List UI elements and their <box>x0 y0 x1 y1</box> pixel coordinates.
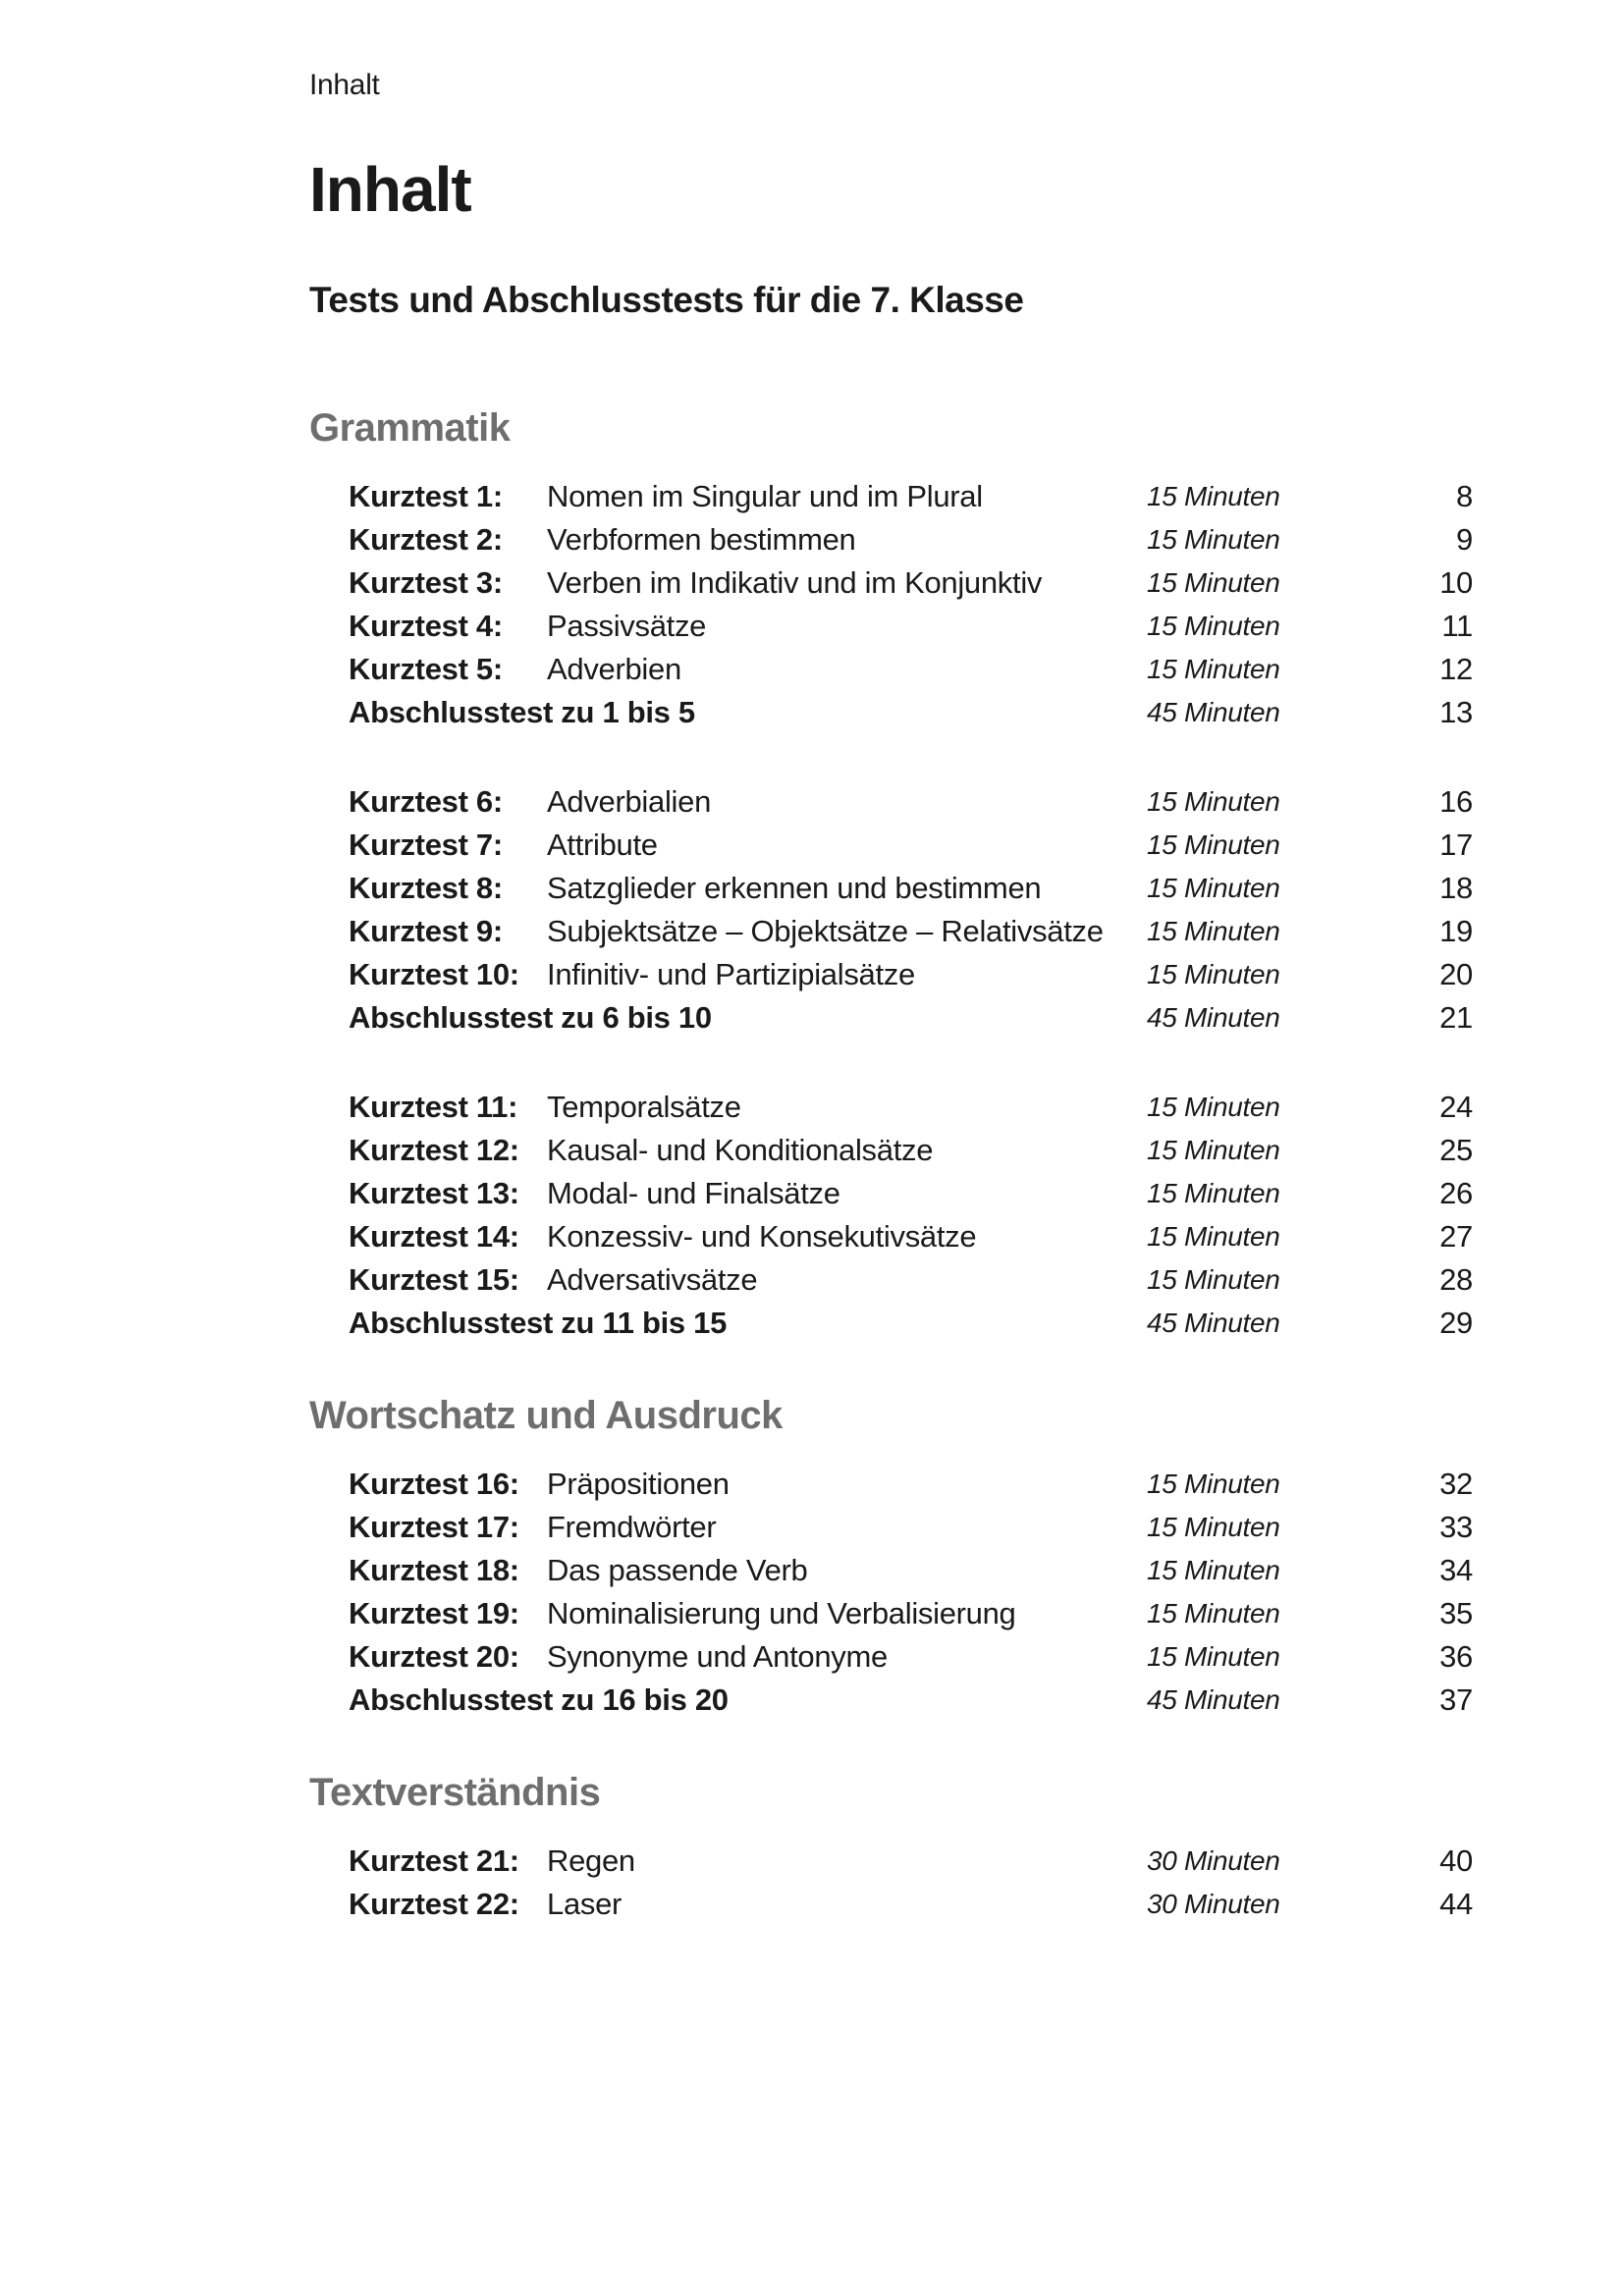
row-label: Abschlusstest zu 1 bis 5 <box>349 695 695 729</box>
row-duration: 15 Minuten <box>1147 829 1280 860</box>
row-duration: 15 Minuten <box>1147 1468 1280 1499</box>
row-page: 13 <box>1439 695 1473 729</box>
row-label: Kurztest 7: <box>349 828 503 862</box>
row-page: 11 <box>1441 609 1473 643</box>
row-title: Subjektsätze – Objektsätze – Relativsätze <box>547 914 1104 948</box>
row-label: Kurztest 4: <box>349 609 503 643</box>
toc-row <box>349 1883 1473 1926</box>
toc-section <box>309 404 1473 1345</box>
row-title: Regen <box>547 1843 635 1878</box>
row-label: Kurztest 18: <box>349 1553 519 1587</box>
row-title: Infinitiv- und Partizipialsätze <box>547 957 915 991</box>
toc-row <box>349 1463 1473 1506</box>
row-label: Kurztest 3: <box>349 565 503 600</box>
row-title: Verben im Indikativ und im Konjunktiv <box>547 565 1043 600</box>
row-label: Kurztest 9: <box>349 914 503 948</box>
toc-row <box>349 996 1473 1040</box>
row-title: Adversativsätze <box>547 1262 758 1297</box>
row-label: Kurztest 11: <box>349 1090 518 1124</box>
row-duration: 15 Minuten <box>1147 1092 1280 1122</box>
row-title: Präpositionen <box>547 1467 730 1501</box>
toc-row <box>349 1840 1473 1883</box>
row-page: 32 <box>1439 1467 1473 1501</box>
row-title: Modal- und Finalsätze <box>547 1176 840 1210</box>
row-label: Kurztest 20: <box>349 1639 519 1674</box>
row-title: Nomen im Singular und im Plural <box>547 479 983 513</box>
row-label: Kurztest 17: <box>349 1510 519 1544</box>
row-duration: 45 Minuten <box>1147 697 1280 727</box>
row-page: 18 <box>1439 871 1473 905</box>
running-header: Inhalt <box>309 69 380 101</box>
toc-section <box>309 1392 1473 1722</box>
toc-row <box>349 867 1473 910</box>
row-title: Das passende Verb <box>547 1553 808 1587</box>
toc-row <box>349 953 1473 996</box>
row-label: Kurztest 5: <box>349 652 503 686</box>
toc-row <box>349 1592 1473 1635</box>
toc-row <box>349 910 1473 953</box>
toc-row <box>349 605 1473 648</box>
row-duration: 15 Minuten <box>1147 1555 1280 1585</box>
row-title: Satzglieder erkennen und bestimmen <box>547 871 1042 905</box>
row-duration: 15 Minuten <box>1147 959 1280 989</box>
row-label: Abschlusstest zu 11 bis 15 <box>349 1306 728 1340</box>
row-title: Attribute <box>547 828 658 862</box>
row-page: 17 <box>1439 828 1473 862</box>
row-label: Kurztest 6: <box>349 784 503 819</box>
row-page: 37 <box>1439 1682 1473 1717</box>
row-duration: 15 Minuten <box>1147 481 1280 511</box>
toc-group <box>349 1463 1473 1722</box>
row-duration: 15 Minuten <box>1147 873 1280 903</box>
row-duration: 15 Minuten <box>1147 654 1280 684</box>
toc-row <box>349 1215 1473 1258</box>
row-label: Kurztest 2: <box>349 522 503 557</box>
section-heading: Grammatik <box>309 406 511 450</box>
row-label: Kurztest 16: <box>349 1467 519 1501</box>
row-label: Kurztest 21: <box>349 1843 519 1878</box>
toc-row <box>349 1086 1473 1129</box>
section-heading: Textverständnis <box>309 1771 601 1814</box>
toc-row <box>349 1172 1473 1215</box>
row-duration: 30 Minuten <box>1147 1845 1280 1876</box>
section-heading: Wortschatz und Ausdruck <box>309 1394 783 1437</box>
row-title: Passivsätze <box>547 609 707 643</box>
page-subtitle: Tests und Abschlusstests für die 7. Klasse <box>309 280 1024 320</box>
toc-row <box>349 1258 1473 1302</box>
row-page: 8 <box>1456 479 1473 513</box>
row-page: 16 <box>1439 784 1473 819</box>
row-duration: 45 Minuten <box>1147 1002 1280 1033</box>
row-page: 24 <box>1439 1090 1473 1124</box>
toc-row <box>349 780 1473 824</box>
row-title: Adverbialien <box>547 784 712 819</box>
toc-row <box>349 1635 1473 1679</box>
row-duration: 45 Minuten <box>1147 1684 1280 1715</box>
row-title: Temporalsätze <box>547 1090 741 1124</box>
row-page: 10 <box>1439 565 1473 600</box>
row-page: 29 <box>1439 1306 1473 1340</box>
row-label: Kurztest 1: <box>349 479 503 513</box>
toc-row <box>349 1506 1473 1549</box>
toc-row <box>349 561 1473 605</box>
page-title: Inhalt <box>309 154 471 225</box>
row-duration: 30 Minuten <box>1147 1889 1280 1919</box>
row-page: 36 <box>1439 1639 1473 1674</box>
toc-row <box>349 824 1473 867</box>
row-page: 34 <box>1439 1553 1473 1587</box>
row-duration: 15 Minuten <box>1147 1264 1280 1295</box>
toc-group <box>349 780 1473 1040</box>
row-page: 35 <box>1439 1596 1473 1630</box>
row-label: Kurztest 14: <box>349 1219 519 1254</box>
row-duration: 15 Minuten <box>1147 567 1280 598</box>
toc-section <box>309 1769 1473 1926</box>
row-label: Kurztest 13: <box>349 1176 519 1210</box>
toc-row <box>349 1679 1473 1722</box>
toc-sections <box>309 404 1473 1926</box>
row-page: 25 <box>1439 1133 1473 1167</box>
row-duration: 15 Minuten <box>1147 1641 1280 1672</box>
row-label: Kurztest 12: <box>349 1133 519 1167</box>
row-duration: 15 Minuten <box>1147 1135 1280 1165</box>
toc-row <box>349 648 1473 691</box>
row-page: 26 <box>1439 1176 1473 1210</box>
row-title: Verbformen bestimmen <box>547 522 856 557</box>
row-title: Nominalisierung und Verbalisierung <box>547 1596 1016 1630</box>
row-duration: 15 Minuten <box>1147 1178 1280 1208</box>
row-label: Kurztest 8: <box>349 871 503 905</box>
row-page: 19 <box>1439 914 1473 948</box>
row-duration: 15 Minuten <box>1147 786 1280 817</box>
row-title: Konzessiv- und Konsekutivsätze <box>547 1219 977 1254</box>
row-duration: 15 Minuten <box>1147 1598 1280 1629</box>
toc-row <box>349 475 1473 518</box>
toc-row <box>349 1129 1473 1172</box>
row-label: Kurztest 22: <box>349 1887 519 1921</box>
row-duration: 15 Minuten <box>1147 1221 1280 1252</box>
row-label: Abschlusstest zu 6 bis 10 <box>349 1000 712 1035</box>
row-duration: 15 Minuten <box>1147 524 1280 555</box>
row-label: Kurztest 15: <box>349 1262 519 1297</box>
row-page: 33 <box>1439 1510 1473 1544</box>
row-title: Laser <box>547 1887 623 1921</box>
row-page: 27 <box>1439 1219 1473 1254</box>
toc-row <box>349 1549 1473 1592</box>
row-duration: 15 Minuten <box>1147 611 1280 641</box>
toc-row <box>349 691 1473 734</box>
toc-group <box>349 1086 1473 1345</box>
row-page: 40 <box>1439 1843 1473 1878</box>
row-page: 28 <box>1439 1262 1473 1297</box>
row-duration: 15 Minuten <box>1147 1512 1280 1542</box>
toc-row <box>349 1302 1473 1345</box>
row-page: 12 <box>1439 652 1473 686</box>
row-label: Kurztest 19: <box>349 1596 519 1630</box>
toc-row <box>349 518 1473 561</box>
row-label: Kurztest 10: <box>349 957 519 991</box>
row-duration: 15 Minuten <box>1147 916 1280 946</box>
row-label: Abschlusstest zu 16 bis 20 <box>349 1682 729 1717</box>
toc-group <box>349 1840 1473 1926</box>
toc-group <box>349 475 1473 734</box>
row-page: 44 <box>1439 1887 1473 1921</box>
row-title: Kausal- und Konditionalsätze <box>547 1133 934 1167</box>
row-page: 9 <box>1456 522 1473 557</box>
row-duration: 45 Minuten <box>1147 1308 1280 1338</box>
row-title: Adverbien <box>547 652 681 686</box>
row-page: 20 <box>1439 957 1473 991</box>
row-title: Fremdwörter <box>547 1510 717 1544</box>
row-page: 21 <box>1439 1000 1473 1035</box>
row-title: Synonyme und Antonyme <box>547 1639 888 1674</box>
